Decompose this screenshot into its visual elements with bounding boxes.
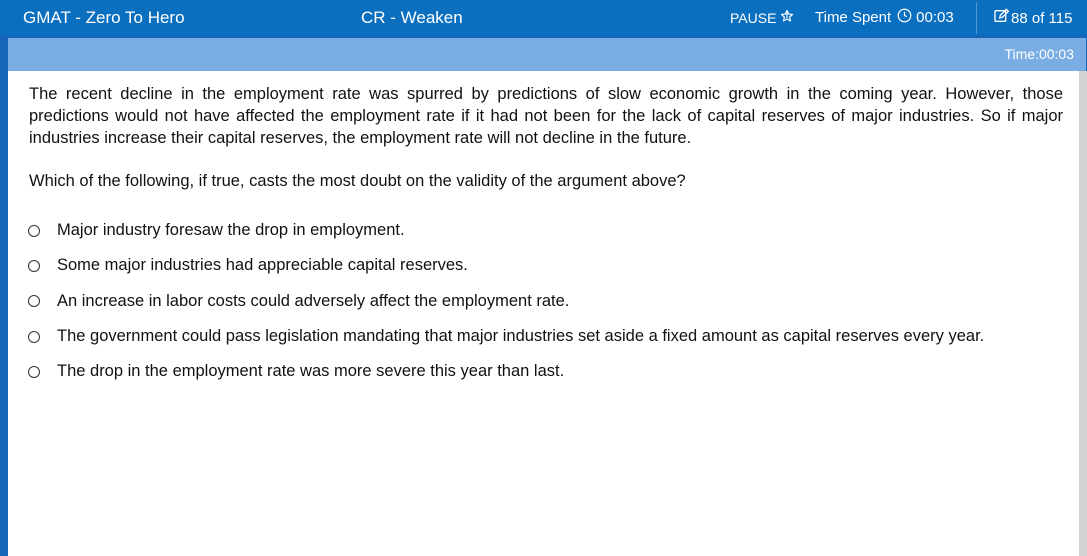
answer-options [28, 213, 984, 389]
question-counter-text: 88 of 115 [1011, 9, 1073, 27]
radio-button[interactable] [28, 295, 40, 307]
radio-button[interactable] [28, 260, 40, 272]
time-spent-label: Time Spent [815, 9, 892, 26]
question-counter[interactable] [993, 8, 1072, 28]
answer-option[interactable] [28, 284, 984, 319]
pause-button[interactable] [730, 9, 794, 26]
timer-bar [8, 38, 1086, 71]
question-stem: Which of the following, if true, casts the most doubt on the validity of the argument above? [29, 172, 686, 190]
radio-button[interactable] [28, 366, 40, 378]
header-divider [976, 2, 977, 34]
answer-option[interactable] [28, 213, 984, 248]
answer-option[interactable] [28, 354, 984, 389]
question-stimulus: The recent decline in the employment rate was spurred by predictions of slow economic growth in the coming year. However, those predictions would not have affected the employment rate if it had not been for the lack of capital reserves of major industries. So if major industries increase their capital reserves, the employment rate will not decline in the future. [29, 85, 1063, 147]
answer-option-text: Major industry foresaw the drop in employment. [57, 221, 405, 240]
clock-icon [897, 8, 912, 27]
answer-option-text: Some major industries had appreciable capital reserves. [57, 256, 468, 275]
edit-icon [993, 8, 1009, 28]
time-spent [815, 8, 954, 27]
app-title: GMAT - Zero To Hero [23, 8, 185, 27]
answer-option-text: The drop in the employment rate was more severe this year than last. [57, 362, 565, 381]
timer: Time:00:03 [1004, 46, 1074, 62]
answer-option-text: An increase in labor costs could adversely affect the employment rate. [57, 291, 570, 310]
answer-option[interactable] [28, 248, 984, 283]
answer-option-text: The government could pass legislation mandating that major industries set aside a fixed amount as capital reserves every year. [57, 327, 985, 346]
pause-label: PAUSE [730, 9, 777, 26]
radio-button[interactable] [28, 331, 40, 343]
answer-option[interactable] [28, 319, 984, 354]
section-title: CR - Weaken [361, 8, 463, 27]
scrollbar-track[interactable] [1079, 71, 1087, 556]
top-bar [0, 0, 1087, 35]
star-icon [780, 9, 794, 26]
radio-button[interactable] [28, 225, 40, 237]
question-panel [8, 71, 1079, 556]
time-spent-value: 00:03 [916, 9, 954, 26]
